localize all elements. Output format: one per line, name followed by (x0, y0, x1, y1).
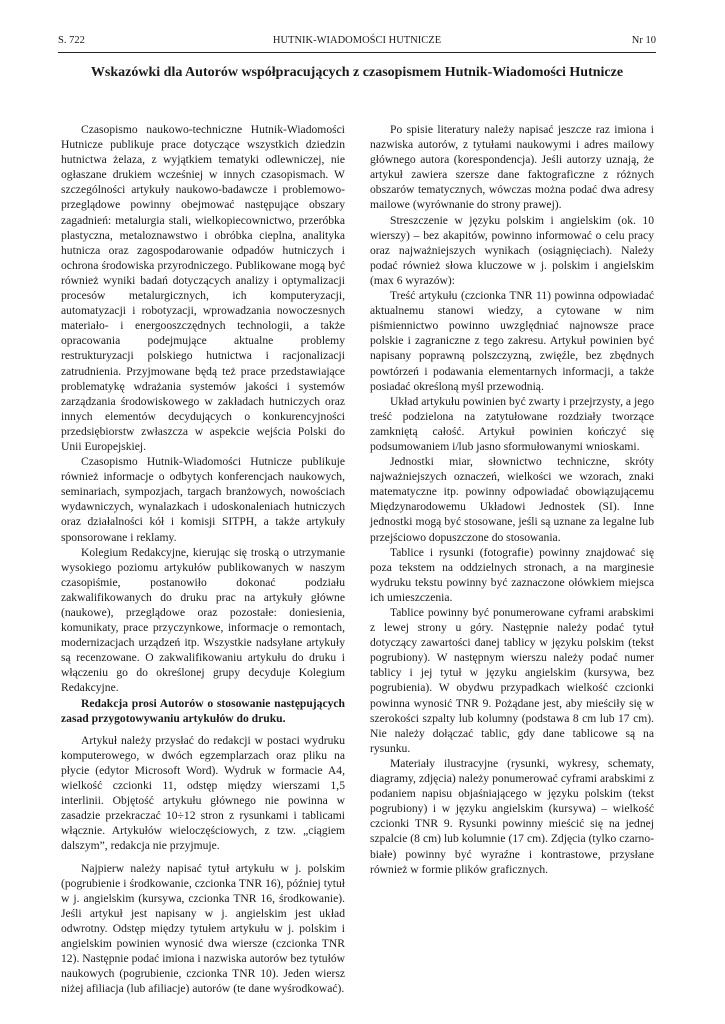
paragraph: Czasopismo Hutnik-Wiadomości Hutnicze publikuje również informacje o odbytych konferencjach naukowych, seminariach, sympozjach, targach branżowych, nowościach wydawniczych, wynalazkach i udoskonaleniach hutniczych oraz działalności kół i komisji SITPH, a także artykuły sponsorowane i reklamy. (61, 455, 345, 544)
paragraph: Streszczenie w języku polskim i angielskim (ok. 10 wierszy) – bez akapitów, powinno informować o celu pracy oraz najważniejszych wynikach (osiągnięciach). Należy podać również słowa kluczowe w j. polskim i angielskim (max 6 wyrazów): (370, 213, 654, 287)
paragraph: Jednostki miar, słownictwo techniczne, skróty najważniejszych oznaczeń, wielkości we wzorach, znaki matematyczne itp. powinny odpowiadać obowiązującemu Międzynarodowemu Układowi Jednostek (SI). Inne jednostki mogą być stosowane, jeśli są uznane za legalne lub przejściowo dopuszczone do stosowania. (370, 455, 654, 544)
paragraph: Tablice powinny być ponumerowane cyframi arabskimi z lewej strony u góry. Następnie należy podać tytuł dotyczący zawartości danej tablicy w języku polskim (tekst pogrubiony). W następnym wierszu należy podać numer tablicy i jej tytuł w języku angielskim (kursywa, bez pogrubienia). W obydwu przypadkach wielkość czcionki powinna wynosić TNR 9. Pożądane jest, aby mieściły się w szerokości szpalty lub kolumny (podstawa 8 cm lub 17 cm). Nie należy dołączać tablic, gdy dane tablicowe są na rysunku. (370, 606, 654, 755)
paragraph: Treść artykułu (czcionka TNR 11) powinna odpowiadać aktualnemu stanowi wiedzy, a cytowane w nim piśmiennictwo powinno uwzględniać najnowsze prace polskie i zagraniczne z tego zakresu. Artykuł powinien być napisany poprawną polszczyzną, zwięźle, bez zbędnych powtórzeń i podawania elementarnych informacji, a także posiadać określoną myśl przewodnią. (370, 289, 654, 393)
paragraph: Po spisie literatury należy napisać jeszcze raz imiona i nazwiska autorów, z tytułami naukowymi i adres mailowy głównego autora (korespondencja). Jeśli autorzy uznają, że artykuł zawiera szersze dane faktograficzne z różnych obszarów tematycznych, wówczas można podać dwa adresy mailowe (wyrównanie do strony prawej). (370, 123, 654, 212)
paragraph: Układ artykułu powinien być zwarty i przejrzysty, a jego treść podzielona na zatytułowane rozdziały tworzące zamkniętą całość. Artykuł powinien kończyć się podsumowaniem i/lub jasno sformułowanymi wnioskami. (370, 394, 654, 453)
left-column (61, 122, 345, 996)
paragraph: Czasopismo naukowo-techniczne Hutnik-Wiadomości Hutnicze publikuje prace dotyczące wszystkich dziedzin hutnictwa żelaza, z wyjątkiem tematyki odlewniczej, nie ogłaszane drukiem wcześniej w innych czasopismach. W szczególności artykuły naukowo-badawcze i problemowo-przeglądowe powinny obejmować następujące obszary zagadnień: metalurgia stali, wielkopiecownictwo, przeróbka plastyczna, metaloznawstwo i obróbka cieplna, analityka hutnicza oraz zagospodarowanie odpadów hutniczych i ochrona środowiska przyrodniczego. Publikowane mogą być również wyniki badań dotyczących analizy i optymalizacji procesów metalurgicznych, ich komputeryzacji, automatyzacji i robotyzacji, wprowadzania nowoczesnych materiało- i energooszczędnych technologii, a także opracowania podejmujące aktualne problemy restrukturyzacji polskiego hutnictwa i racjonalizacji zatrudnienia. Przyjmowane będą też prace przedstawiające problematykę wdrażania systemów jakości i systemów zarządzania środowiskowego w zakładach hutniczych oraz innych elementów decydujących o konkurencyjności przedsiębiorstw zwłaszcza w aspekcie wejścia Polski do Unii Europejskiej. (61, 123, 345, 453)
running-header (58, 34, 656, 50)
paragraph: Artykuł należy przysłać do redakcji w postaci wydruku komputerowego, w dwóch egzemplarzach oraz pliku na płycie (edytor Microsoft Word). Wydruk w formacie A4, wielkość czcionki 11, odstęp między wierszami 1,5 interlinii. Objętość artykułu głównego nie powinna w zasadzie przekraczać 10÷12 stron z rysunkami i tablicami włącznie. Artykułów wieloczęściowych, z tzw. „ciągiem dalszym”, redakcja nie przyjmuje. (61, 733, 345, 853)
paragraph: Najpierw należy napisać tytuł artykułu w j. polskim (pogrubienie i środkowanie, czcionka TNR 16), później tytuł w j. angielskim (kursywa, czcionka TNR 16, środkowanie). Jeśli artykuł jest napisany w j. angielskim jest układ odwrotny. Odstęp między tytułem artykułu w j. polskim i angielskim powinien wynosić dwa wiersze (czcionka TNR 12). Następnie podać imiona i nazwiska autorów bez tytułów naukowych (pogrubienie, czcionka TNR 10). Jeden wiersz niżej afiliacja (lub afiliacje) autorów (te dane wyśrodkować). (61, 861, 345, 996)
right-column (370, 122, 654, 877)
issue-number: Nr 10 (631, 35, 656, 46)
section-heading: Redakcja prosi Autorów o stosowanie następujących zasad przygotowywaniu artykułów do druku. (61, 696, 345, 725)
paragraph: Tablice i rysunki (fotografie) powinny znajdować się poza tekstem na oddzielnych stronach, a na marginesie wydruku tekstu powinny być zaznaczone ołówkiem miejsca ich umieszczenia. (370, 545, 654, 604)
journal-name: HUTNIK-WIADOMOŚCI HUTNICZE (272, 35, 442, 46)
article-title: Wskazówki dla Autorów współpracujących z czasopismem Hutnik-Wiadomości Hutnicze (90, 65, 624, 80)
paragraph: Kolegium Redakcyjne, kierując się troską o utrzymanie wysokiego poziomu artykułów publikowanych w naszym czasopiśmie, postanowiło dokonać podziału zakwalifikowanych do druku prac na artykuły główne (naukowe), przeglądowe oraz pozostałe: doniesienia, komunikaty, prace przyczynkowe, informacje o remontach, modernizacjach urządzeń itp. Wszystkie nadsyłane artykuły są recenzowane. O zakwalifikowaniu artykułu do druku i włączeniu go do określonej grupy decyduje Kolegium Redakcyjne. (61, 545, 345, 695)
paragraph: Materiały ilustracyjne (rysunki, wykresy, schematy, diagramy, zdjęcia) należy ponumerować cyframi arabskimi z podaniem napisu objaśniającego w języku polskim (tekst pogrubiony) i w języku angielskim (kursywa) – wielkość czcionki TNR 9. Rysunki powinny mieścić się na jednej szpalcie (8 cm) lub kolumnie (17 cm). Zdjęcia (tylko czarno-białe) powinny być wyraźne i kontrastowe, przysłane również w formie plików graficznych. (370, 756, 654, 876)
page-number: S. 722 (58, 35, 85, 46)
header-rule (58, 52, 656, 53)
